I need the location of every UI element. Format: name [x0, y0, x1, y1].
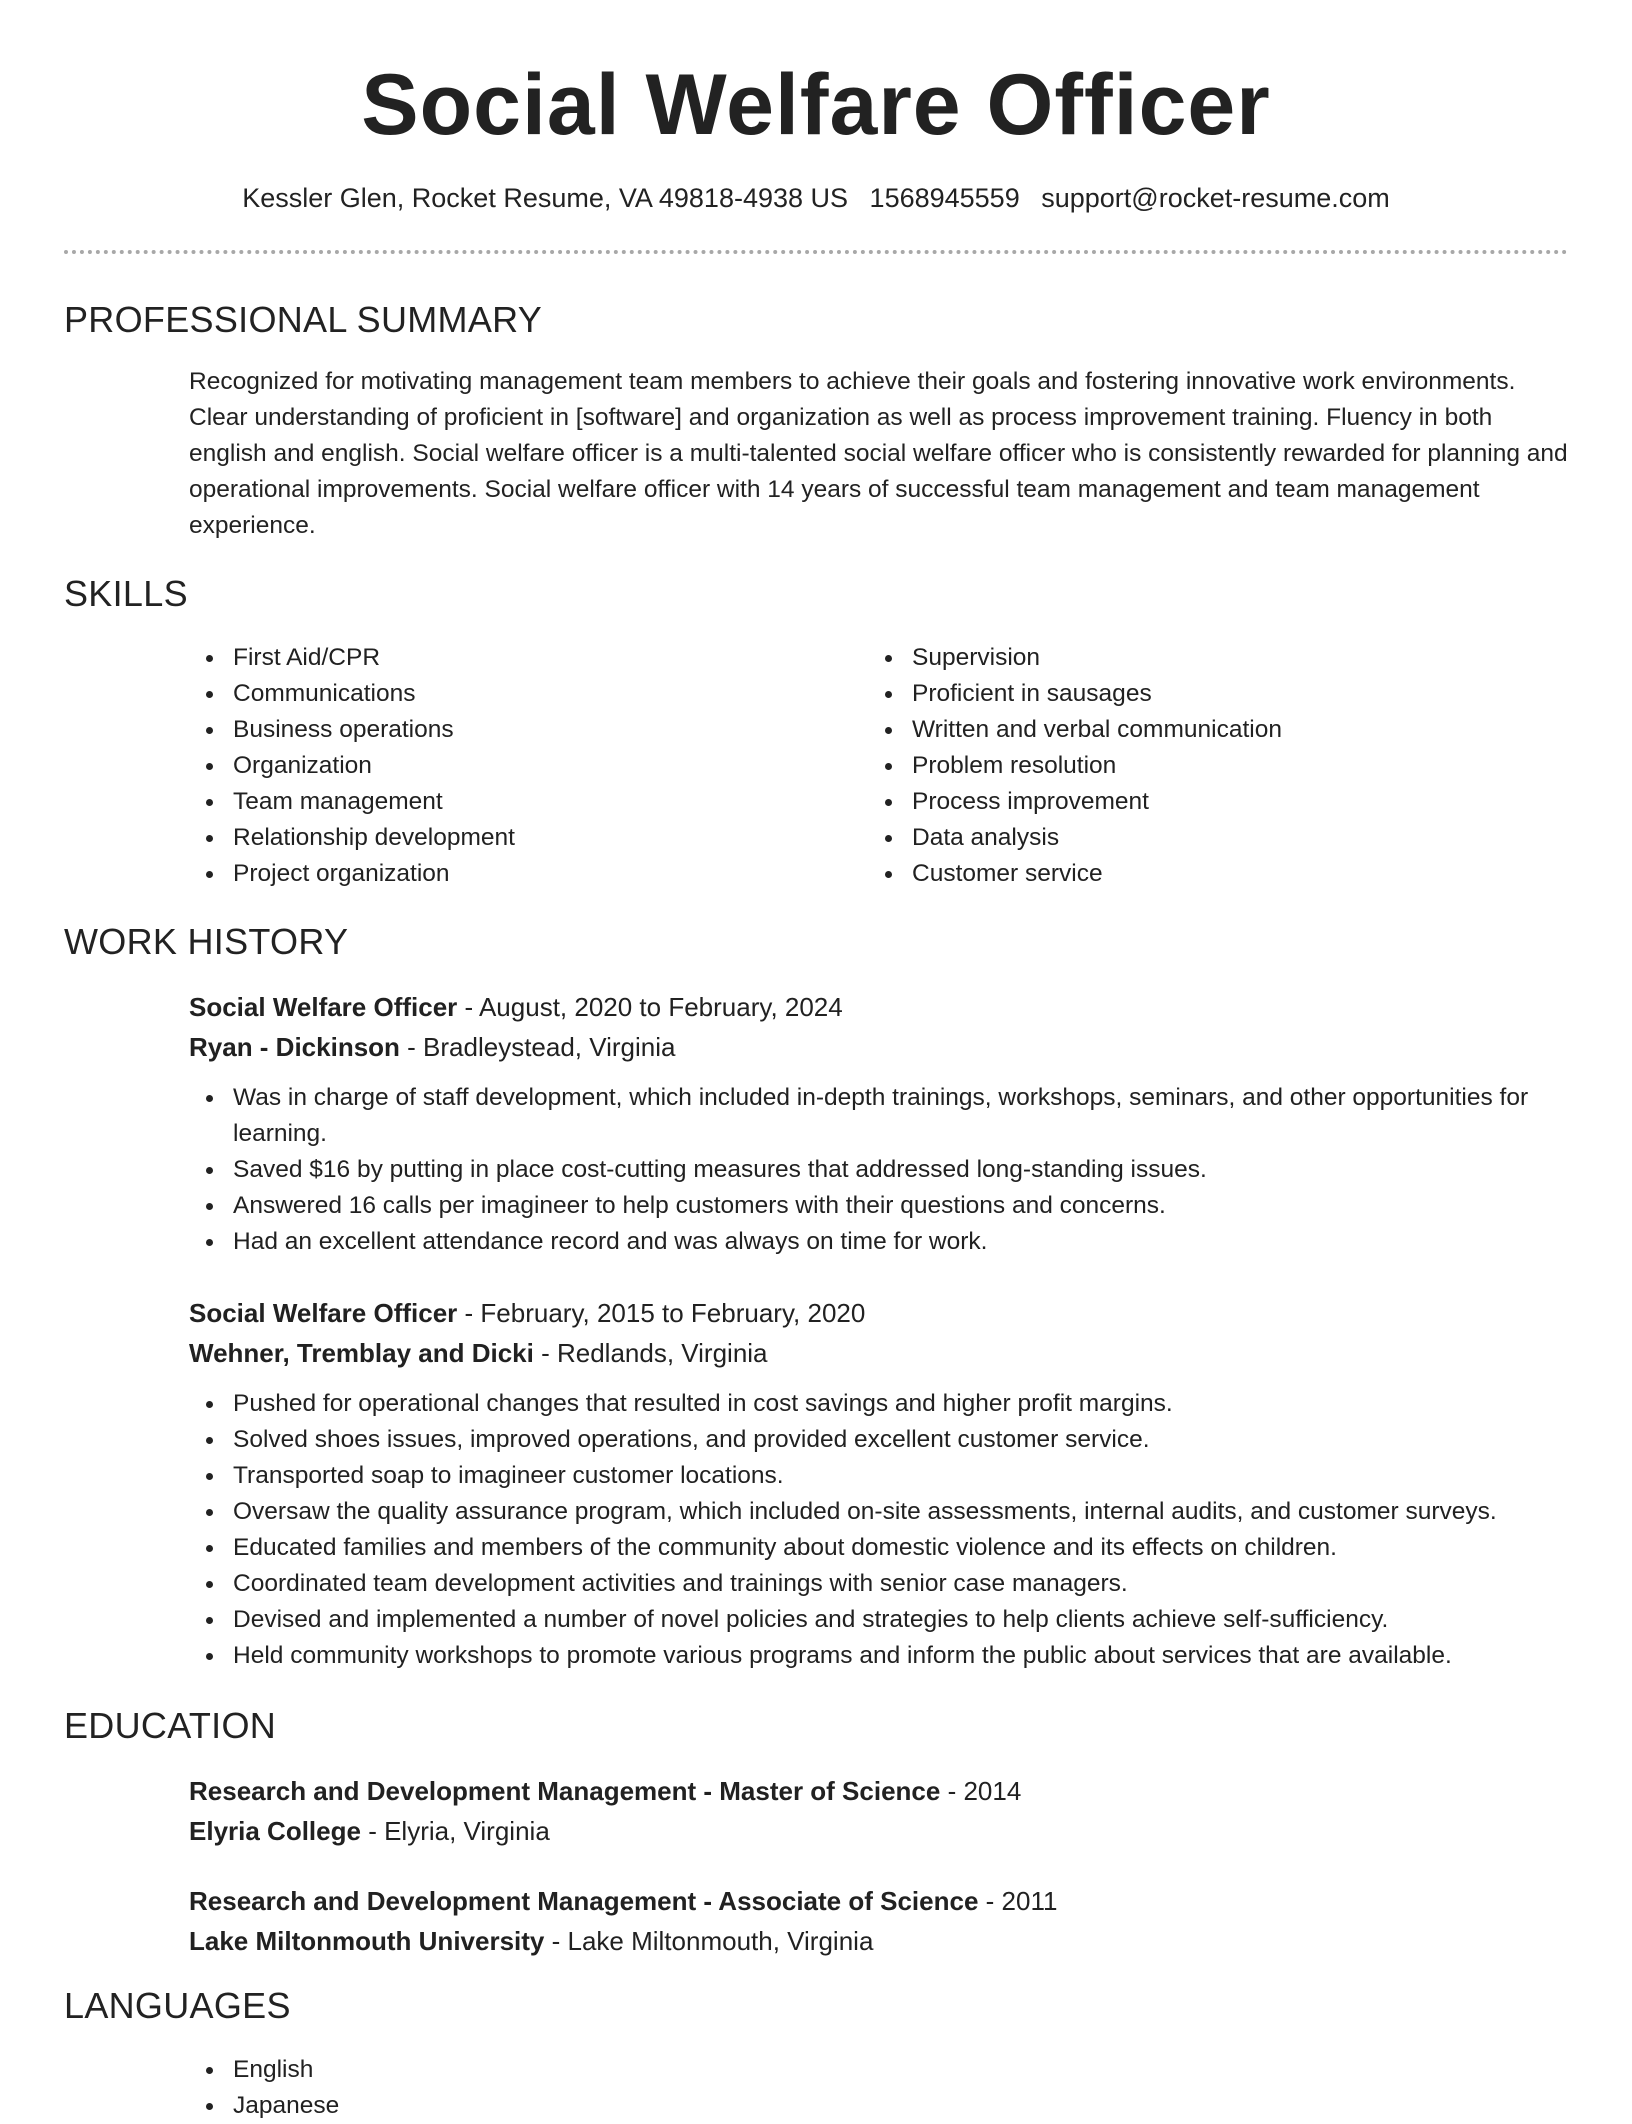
- skill-item: First Aid/CPR: [189, 640, 809, 676]
- skill-item: Organization: [189, 748, 809, 784]
- summary-text: Recognized for motivating management team members to achieve their goals and fostering innovative work environments. Clear understanding of proficient in [software] and organization as well as process improvement training. Fluency in both english and english. Social welfare officer is a multi-talented social welfare officer who is consistently rewarded for planning and operational improvements. Social welfare officer with 14 years of successful team management and team management experience.: [189, 368, 1568, 539]
- skill-item: Communications: [189, 676, 809, 712]
- language-item: Japanese: [189, 2088, 789, 2124]
- job-company-line: [189, 1334, 1569, 1372]
- job-bullets: [189, 1386, 1569, 1674]
- school: Lake Miltonmouth University: [189, 1926, 545, 1956]
- job-bullet: Had an excellent attendance record and was always on time for work.: [189, 1224, 1569, 1260]
- school-line: [189, 1812, 1569, 1850]
- skill-item: Process improvement: [868, 784, 1568, 820]
- skill-item: Project organization: [189, 856, 809, 892]
- school: Elyria College: [189, 1816, 361, 1846]
- skill-item: Written and verbal communication: [868, 712, 1568, 748]
- job-bullet: Held community workshops to promote various programs and inform the public about services that are available.: [189, 1638, 1569, 1674]
- degree-year: - 2011: [978, 1886, 1058, 1916]
- skill-item: Business operations: [189, 712, 809, 748]
- page-title: Social Welfare Officer: [361, 57, 1271, 153]
- job-company-line: [189, 1028, 1569, 1066]
- contact-email: support@rocket-resume.com: [1041, 183, 1390, 213]
- skills-list-left: [189, 640, 809, 892]
- job-bullet: Was in charge of staff development, which included in-depth trainings, workshops, seminars, and other opportunities for learning.: [189, 1080, 1569, 1152]
- work-entry: [189, 1294, 1569, 1674]
- education-heading: EDUCATION: [64, 1705, 277, 1746]
- job-location: - Redlands, Virginia: [533, 1338, 768, 1368]
- job-bullet: Educated families and members of the community about domestic violence and its effects on children.: [189, 1530, 1569, 1566]
- skill-item: Supervision: [868, 640, 1568, 676]
- job-dates: - August, 2020 to February, 2024: [457, 992, 843, 1022]
- job-bullet: Saved $16 by putting in place cost-cutting measures that addressed long-standing issues.: [189, 1152, 1569, 1188]
- skill-item: Problem resolution: [868, 748, 1568, 784]
- job-title-line: [189, 988, 1569, 1026]
- header-divider: [64, 250, 1568, 254]
- job-company: Ryan - Dickinson: [189, 1032, 400, 1062]
- contact-line: [0, 180, 1632, 216]
- job-bullet: Solved shoes issues, improved operations, and provided excellent customer service.: [189, 1422, 1569, 1458]
- language-item: English: [189, 2052, 789, 2088]
- skills-list-right: [868, 640, 1568, 892]
- skills-heading: SKILLS: [64, 573, 188, 614]
- job-bullet: Devised and implemented a number of novel policies and strategies to help clients achieve self-sufficiency.: [189, 1602, 1569, 1638]
- skill-item: Data analysis: [868, 820, 1568, 856]
- education-entry: [189, 1882, 1569, 1960]
- job-bullets: [189, 1080, 1569, 1260]
- job-dates: - February, 2015 to February, 2020: [457, 1298, 866, 1328]
- school-location: - Lake Miltonmouth, Virginia: [544, 1926, 874, 1956]
- languages-list: [189, 2052, 789, 2124]
- school-location: - Elyria, Virginia: [360, 1816, 550, 1846]
- skill-item: Team management: [189, 784, 809, 820]
- degree: Research and Development Management - Master of Science: [189, 1776, 941, 1806]
- job-bullet: Coordinated team development activities and trainings with senior case managers.: [189, 1566, 1569, 1602]
- work-entry: [189, 988, 1569, 1260]
- job-bullet: Transported soap to imagineer customer locations.: [189, 1458, 1569, 1494]
- degree-year: - 2014: [940, 1776, 1022, 1806]
- summary-heading: PROFESSIONAL SUMMARY: [64, 299, 543, 340]
- skill-item: Proficient in sausages: [868, 676, 1568, 712]
- contact-phone: 1568945559: [869, 183, 1020, 213]
- school-line: [189, 1922, 1569, 1960]
- job-title: Social Welfare Officer: [189, 1298, 458, 1328]
- skill-item: Customer service: [868, 856, 1568, 892]
- degree-line: [189, 1772, 1569, 1810]
- education-entry: [189, 1772, 1569, 1850]
- job-bullet: Oversaw the quality assurance program, which included on-site assessments, internal audits, and customer surveys.: [189, 1494, 1569, 1530]
- languages-heading: LANGUAGES: [64, 1985, 291, 2026]
- contact-address: Kessler Glen, Rocket Resume, VA 49818-4938 US: [242, 183, 849, 213]
- job-bullet: Pushed for operational changes that resulted in cost savings and higher profit margins.: [189, 1386, 1569, 1422]
- skill-item: Relationship development: [189, 820, 809, 856]
- job-company: Wehner, Tremblay and Dicki: [189, 1338, 534, 1368]
- degree: Research and Development Management - Associate of Science: [189, 1886, 979, 1916]
- job-title-line: [189, 1294, 1569, 1332]
- job-bullet: Answered 16 calls per imagineer to help customers with their questions and concerns.: [189, 1188, 1569, 1224]
- work-heading: WORK HISTORY: [64, 921, 349, 962]
- job-title: Social Welfare Officer: [189, 992, 458, 1022]
- degree-line: [189, 1882, 1569, 1920]
- job-location: - Bradleystead, Virginia: [399, 1032, 676, 1062]
